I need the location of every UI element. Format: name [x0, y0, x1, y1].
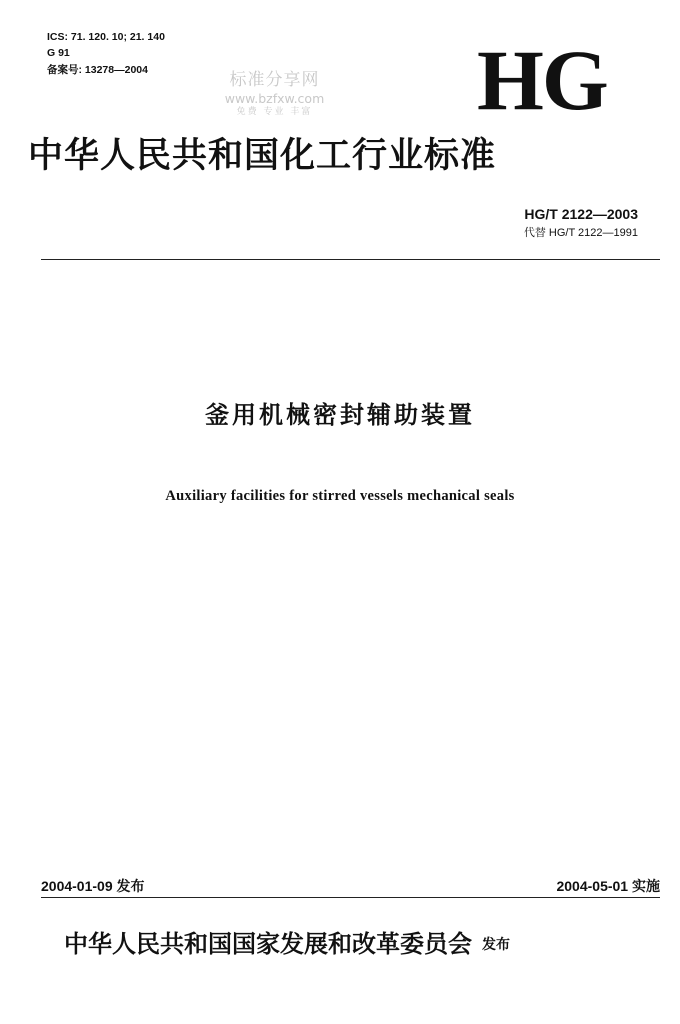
header-divider — [41, 259, 660, 260]
record-number: 备案号: 13278—2004 — [47, 64, 148, 76]
issuer-name: 中华人民共和国国家发展和改革委员会 — [64, 929, 472, 958]
ics-code: ICS: 71. 120. 10; 21. 140 — [47, 31, 165, 43]
footer-divider — [41, 897, 660, 898]
hg-logo: HG — [477, 32, 607, 128]
document-title-en: Auxiliary facilities for stirred vessels mechanical seals — [165, 488, 515, 504]
watermark-tagline: 免费 专业 丰富 — [236, 107, 313, 117]
replaces-code: 代替 HG/T 2122—1991 — [523, 227, 638, 239]
effective-date: 2004-05-01 实施 — [556, 878, 660, 894]
issuer-action: 发布 — [482, 937, 510, 953]
document-title-cn: 釜用机械密封辅助装置 — [205, 401, 475, 429]
industry-standard-title: 中华人民共和国化工行业标准 — [28, 135, 497, 176]
publish-date: 2004-01-09 发布 — [41, 878, 145, 894]
classification-code: G 91 — [47, 47, 70, 59]
issuing-authority — [64, 928, 664, 961]
watermark-site-name: 标准分享网 — [229, 70, 320, 90]
watermark-url: www.bzfxw.com — [224, 91, 325, 106]
standard-code: HG/T 2122—2003 — [524, 206, 638, 222]
